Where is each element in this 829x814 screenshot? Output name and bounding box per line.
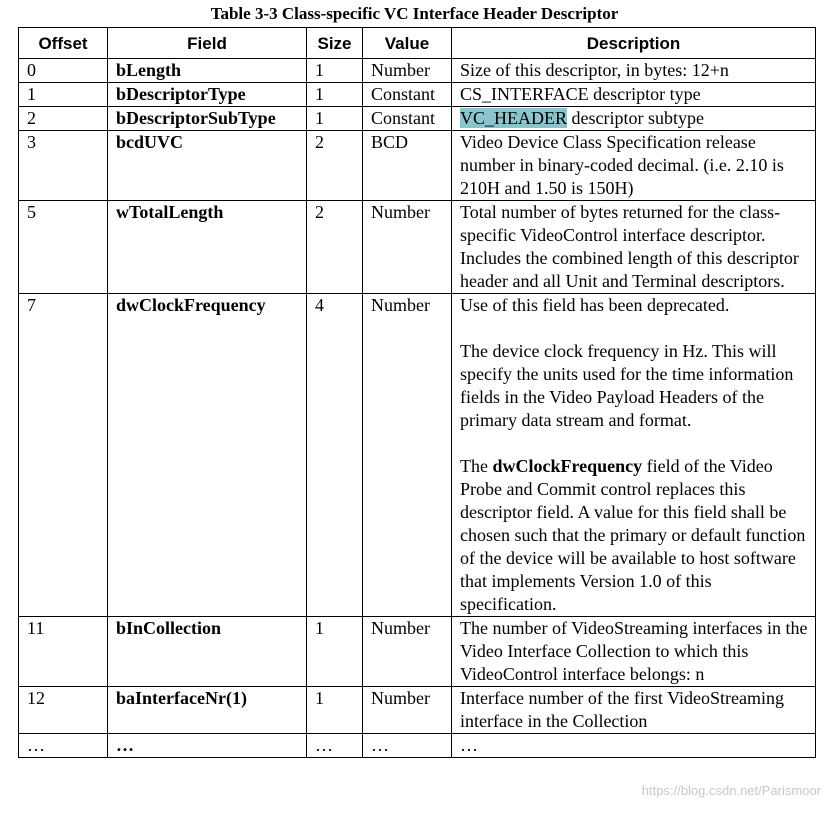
descriptor-table <box>18 27 816 758</box>
description-cell: … <box>452 734 816 758</box>
field-cell: bDescriptorType <box>108 83 307 107</box>
offset-cell: 7 <box>19 294 108 617</box>
field-reference: dwClockFrequency <box>492 456 643 476</box>
field-cell: baInterfaceNr(1) <box>108 687 307 734</box>
value-cell: Constant <box>363 107 452 131</box>
size-cell: 1 <box>307 83 363 107</box>
header-row <box>19 28 816 59</box>
description-text: descriptor subtype <box>567 108 704 128</box>
table-row <box>19 201 816 294</box>
size-cell: 1 <box>307 617 363 687</box>
value-cell: Number <box>363 294 452 617</box>
size-cell: 2 <box>307 131 363 201</box>
description-cell <box>452 107 816 131</box>
value-cell: BCD <box>363 131 452 201</box>
size-cell: 1 <box>307 687 363 734</box>
field-cell: … <box>108 734 307 758</box>
header-offset: Offset <box>19 28 108 59</box>
field-cell: bcdUVC <box>108 131 307 201</box>
description-paragraph: Use of this field has been deprecated. <box>460 295 730 315</box>
description-cell: CS_INTERFACE descriptor type <box>452 83 816 107</box>
watermark: https://blog.csdn.net/Parismoor <box>641 783 821 798</box>
field-cell: bDescriptorSubType <box>108 107 307 131</box>
selected-text-highlight[interactable]: VC_HEADER <box>460 108 567 128</box>
size-cell: 4 <box>307 294 363 617</box>
header-size: Size <box>307 28 363 59</box>
value-cell: Number <box>363 59 452 83</box>
table-row <box>19 131 816 201</box>
offset-cell: 11 <box>19 617 108 687</box>
description-cell: Interface number of the first VideoStreaming interface in the Collection <box>452 687 816 734</box>
field-cell: dwClockFrequency <box>108 294 307 617</box>
value-cell: Constant <box>363 83 452 107</box>
value-cell: Number <box>363 617 452 687</box>
field-cell: bInCollection <box>108 617 307 687</box>
offset-cell: 3 <box>19 131 108 201</box>
value-cell: … <box>363 734 452 758</box>
size-cell: 1 <box>307 107 363 131</box>
offset-cell: 0 <box>19 59 108 83</box>
field-cell: bLength <box>108 59 307 83</box>
table-row <box>19 107 816 131</box>
table-title: Table 3-3 Class-specific VC Interface Header Descriptor <box>210 4 619 23</box>
description-cell: Total number of bytes returned for the class-specific VideoControl interface descriptor. Includes the combined length of this descriptor header and all Unit and Terminal descriptors. <box>452 201 816 294</box>
offset-cell: 12 <box>19 687 108 734</box>
size-cell: … <box>307 734 363 758</box>
table-row <box>19 687 816 734</box>
size-cell: 2 <box>307 201 363 294</box>
header-field: Field <box>108 28 307 59</box>
header-value: Value <box>363 28 452 59</box>
table-row <box>19 59 816 83</box>
table-row <box>19 734 816 758</box>
header-description: Description <box>452 28 816 59</box>
description-paragraph: The device clock frequency in Hz. This will specify the units used for the time information fields in the Video Payload Headers of the primary data stream and format. <box>460 341 794 430</box>
table-row <box>19 294 816 617</box>
description-cell: The number of VideoStreaming interfaces in the Video Interface Collection to which this VideoControl interface belongs: n <box>452 617 816 687</box>
table-row <box>19 617 816 687</box>
offset-cell: 5 <box>19 201 108 294</box>
table-row <box>19 83 816 107</box>
size-cell: 1 <box>307 59 363 83</box>
description-cell: Video Device Class Specification release number in binary-coded decimal. (i.e. 2.10 is 210H and 1.50 is 150H) <box>452 131 816 201</box>
offset-cell: … <box>19 734 108 758</box>
offset-cell: 2 <box>19 107 108 131</box>
value-cell: Number <box>363 201 452 294</box>
description-cell: Size of this descriptor, in bytes: 12+n <box>452 59 816 83</box>
description-paragraph: The dwClockFrequency field of the Video Probe and Commit control replaces this descriptor field. A value for this field shall be chosen such that the primary or default function of the device will be available to host software that implements Version 1.0 of this specification. <box>460 456 806 614</box>
field-cell: wTotalLength <box>108 201 307 294</box>
offset-cell: 1 <box>19 83 108 107</box>
value-cell: Number <box>363 687 452 734</box>
description-cell <box>452 294 816 617</box>
